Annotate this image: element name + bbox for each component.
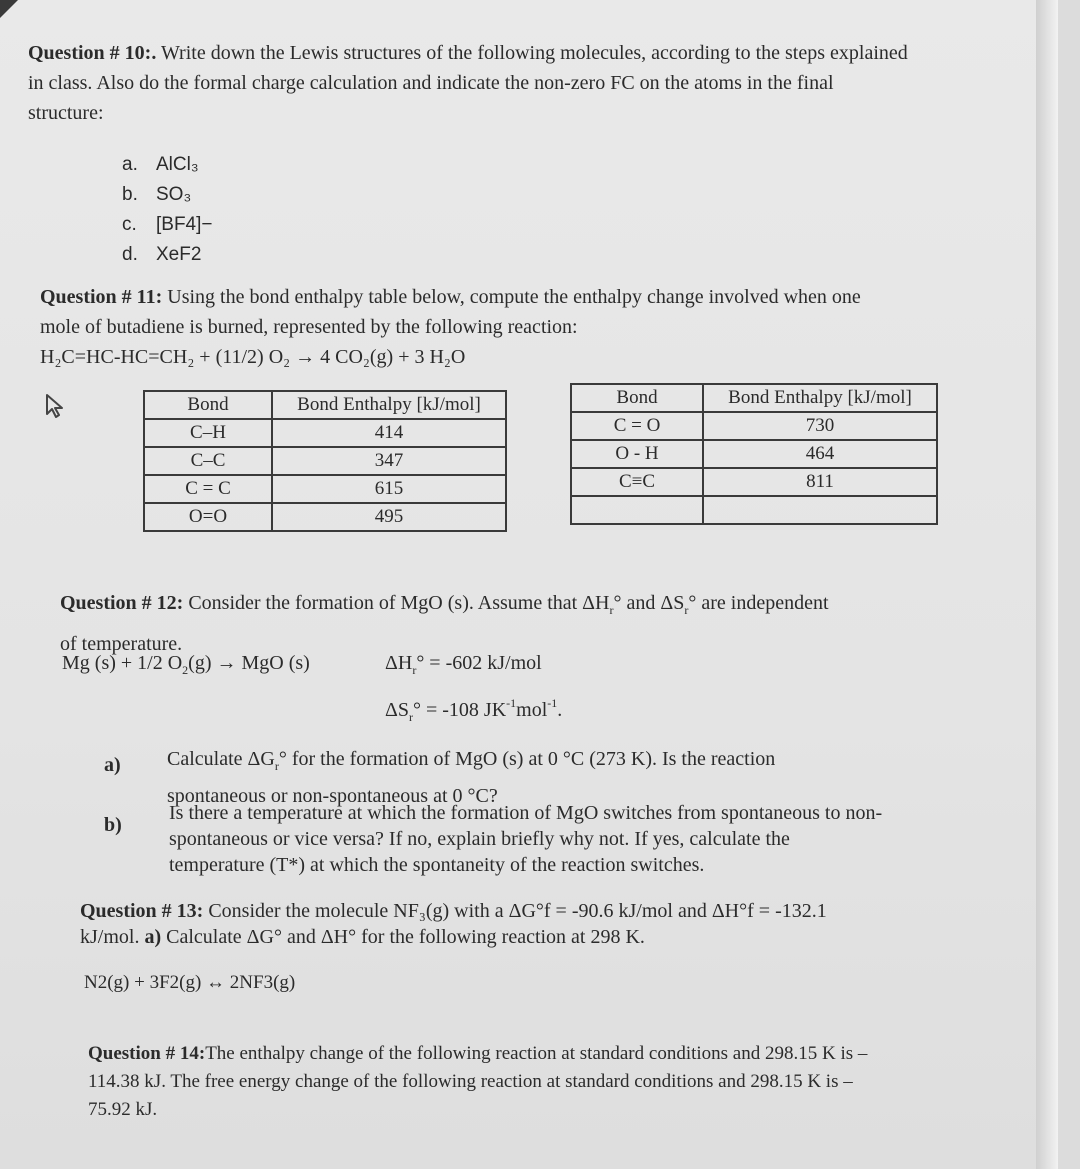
page-edge bbox=[1036, 0, 1058, 1169]
table-row: C = C 615 bbox=[144, 475, 506, 503]
mouse-cursor-icon bbox=[44, 392, 70, 418]
question-12-label: Question # 12: bbox=[60, 592, 184, 614]
entropy-value: $\Delta S_r^\circ = -108$ $JK^{-1}mol^{-1}$. bbox=[385, 696, 563, 724]
table-header: Bond bbox=[144, 391, 272, 419]
question-11-reaction: H₂C=HC-HC=CH₂ + (11/2) O₂ → 4 CO₂(g) + 3 H₂O bbox=[40, 346, 466, 368]
part-a-text: Calculate $\Delta G_r^\circ$ for the formation of MgO (s) at 0 °C (273 K). Is the reaction spontaneous or non-spontaneous at 0 °C? bbox=[167, 748, 776, 807]
table-row: C = O 730 bbox=[571, 412, 937, 440]
question-13-paragraph: Question # 13: Consider the molecule NF₃(g) with a ΔG°f = -90.6 kJ/mol and ΔH°f = -132.1 kJ/mol. a) Calculate ΔG° and ΔH° for the following reaction at 298 K. bbox=[80, 900, 827, 948]
table-row: O - H 464 bbox=[571, 440, 937, 468]
question-10 bbox=[28, 38, 908, 128]
question-11-label: Question # 11: bbox=[40, 286, 163, 308]
list-item: c. [BF4]− bbox=[122, 214, 213, 235]
nf3-reaction: N2(g) + 3F2(g) ↔ 2NF3(g) bbox=[84, 972, 296, 993]
part-b-text: Is there a temperature at which the formation of MgO switches from spontaneous to non-spontaneous or vice versa? If no, explain briefly why not. If yes, calculate the temperature (T*) at which the spontaneity of the reaction switches. bbox=[169, 802, 883, 876]
table-row: O=O 495 bbox=[144, 503, 506, 531]
question-11 bbox=[40, 282, 900, 372]
enthalpy-value: $\Delta H_r^\circ = -602$ kJ/mol bbox=[385, 652, 542, 677]
table-header: Bond Enthalpy [kJ/mol] bbox=[272, 391, 506, 419]
question-13-label: Question # 13: bbox=[80, 900, 204, 922]
bond-enthalpy-table-2 bbox=[570, 383, 938, 525]
mgo-reaction: Mg (s) + 1/2 $O_2(g)$ → MgO (s) bbox=[62, 652, 310, 677]
question-10-label: Question # 10:. bbox=[28, 42, 157, 64]
page-corner bbox=[0, 0, 18, 18]
bond-enthalpy-table-1 bbox=[143, 390, 507, 532]
question-10-text: Write down the Lewis structures of the following molecules, according to the steps explained in class. Also do the formal charge calculation and indicate the non-zero FC on the atoms in the final structure: bbox=[28, 42, 908, 124]
question-12-continuation: of temperature. bbox=[60, 633, 183, 655]
question-14-label: Question # 14: bbox=[88, 1043, 206, 1064]
table-header: Bond bbox=[571, 384, 703, 412]
table-header: Bond Enthalpy [kJ/mol] bbox=[703, 384, 937, 412]
question-14 bbox=[88, 1040, 888, 1124]
table-row: C≡C 811 bbox=[571, 468, 937, 496]
table-row: C–C 347 bbox=[144, 447, 506, 475]
question-11-paragraph bbox=[40, 282, 900, 342]
table-header-row bbox=[144, 391, 506, 419]
table-row: C–H 414 bbox=[144, 419, 506, 447]
question-11-text: Using the bond enthalpy table below, compute the enthalpy change involved when one mole of butadiene is burned, represented by the following reaction: bbox=[40, 286, 861, 338]
part-b-label: b) bbox=[104, 814, 122, 836]
part-a-label: a) bbox=[104, 754, 121, 776]
question-13 bbox=[80, 898, 880, 950]
molecule-list bbox=[122, 150, 213, 270]
question-12-paragraph: Question # 12: Consider the formation of MgO (s). Assume that $\Delta H_r^\circ$ and $\Delta S_r^\circ$ are independent bbox=[60, 592, 829, 617]
question-10-paragraph bbox=[28, 38, 908, 128]
question-14-paragraph: Question # 14:The enthalpy change of the following reaction at standard conditions and 298.15 K is – 114.38 kJ. The free energy change of the following reaction at standard conditions and 298.15 K is –75.92 kJ. bbox=[88, 1043, 868, 1120]
list-item: d. XeF2 bbox=[122, 244, 202, 265]
table-row bbox=[571, 496, 937, 524]
table-header-row bbox=[571, 384, 937, 412]
list-item: a. AlCl₃ bbox=[122, 154, 199, 175]
list-item: b. SO₃ bbox=[122, 184, 192, 205]
